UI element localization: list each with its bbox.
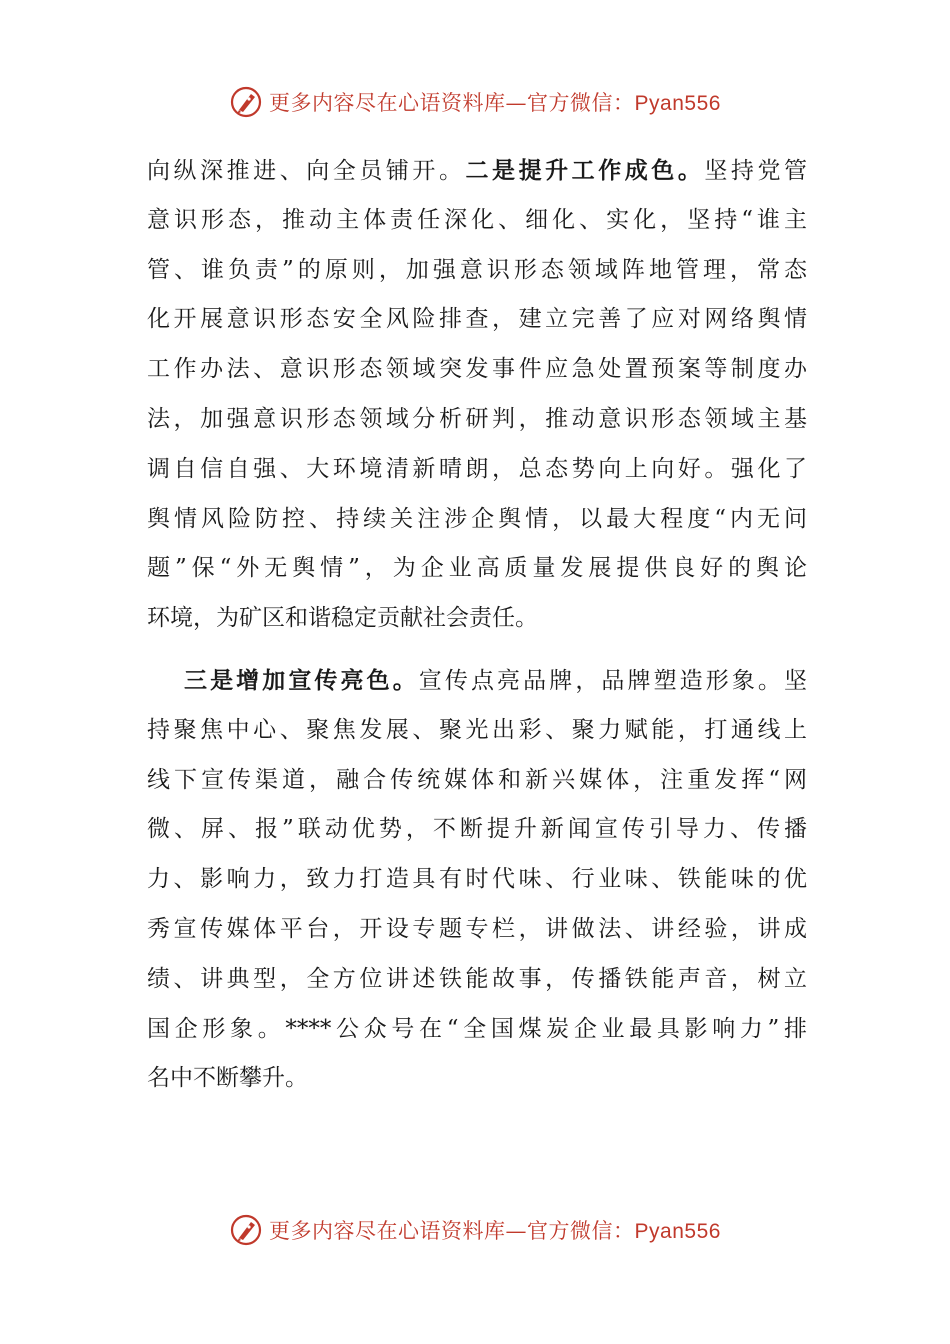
text-line: 向纵深推进、向全员铺开。二是提升工作成色。坚持党管 [147,157,808,184]
pen-nib-logo-icon [229,85,263,119]
bold-heading: 二是提升工作成色。 [465,157,705,184]
text-line: 线下宣传渠道，融合传统媒体和新兴媒体，注重发挥“网 [147,766,807,793]
text-line: 持聚焦中心、聚焦发展、聚光出彩、聚力赋能，打通线上 [147,716,807,743]
bold-heading: 三是增加宣传亮色。 [184,666,419,694]
text-line: 名中不断攀升。 [147,1065,308,1092]
header-banner-text: 更多内容尽在心语资料库—官方微信：Pyan556 [269,91,721,115]
footer-banner-text: 更多内容尽在心语资料库—官方微信：Pyan556 [269,1219,721,1243]
text-line: 秀宣传媒体平台，开设专题专栏，讲做法、讲经验，讲成 [147,915,807,942]
text-line: 法，加强意识形态领域分析研判，推动意识形态领域主基 [147,405,807,432]
text-line: 三是增加宣传亮色。宣传点亮品牌，品牌塑造形象。坚 [184,666,808,694]
text-line: 工作办法、意识形态领域突发事件应急处置预案等制度办 [147,356,807,383]
text-line: 调自信自强、大环境清新晴朗，总态势向上向好。强化了 [147,455,807,482]
paragraph-1 [147,146,807,644]
header-banner [0,82,950,122]
footer-wechat-id: Pyan556 [634,1220,721,1243]
text-line: 绩、讲典型，全方位讲述铁能故事，传播铁能声音，树立 [147,965,807,992]
pen-nib-logo-icon [229,1213,263,1247]
text-line: 微、屏、报”联动优势，不断提升新闻宣传引导力、传播 [147,816,807,843]
text-line: 力、影响力，致力打造具有时代味、行业味、铁能味的优 [147,866,807,893]
footer-banner [0,1210,950,1250]
text-line: 环境，为矿区和谐稳定贡献社会责任。 [147,605,538,632]
paragraph-2 [147,656,807,1104]
text-line: 化开展意识形态安全风险排查，建立完善了应对网络舆情 [147,306,807,333]
text-line: 国企形象。****公众号在“全国煤炭企业最具影响力”排 [147,1015,807,1042]
text-line: 意识形态，推动主体责任深化、细化、实化，坚持“谁主 [147,206,807,233]
text-line: 题”保“外无舆情”，为企业高质量发展提供良好的舆论 [147,555,807,582]
text-line: 管、谁负责”的原则，加强意识形态领域阵地管理，常态 [147,256,807,283]
document-body [147,146,807,1104]
header-wechat-id: Pyan556 [634,92,721,115]
text-line: 舆情风险防控、持续关注涉企舆情，以最大程度“内无问 [147,505,807,532]
